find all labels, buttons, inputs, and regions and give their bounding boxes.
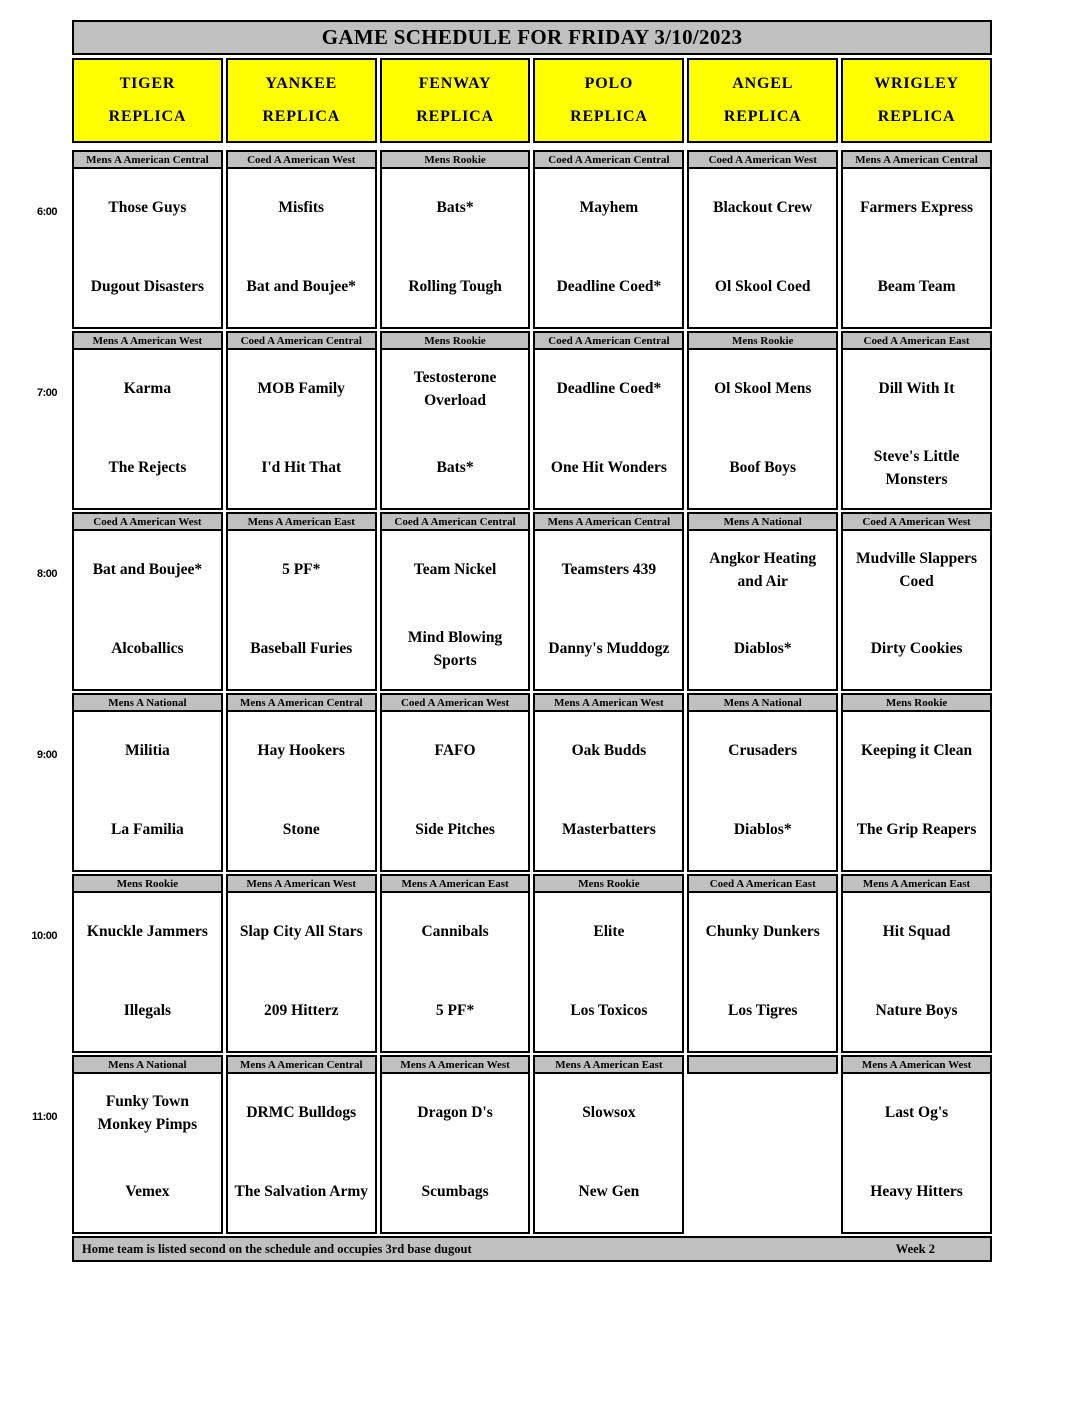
teams-area [226,712,377,872]
teams-area [687,350,838,510]
time-label: 9:00 [36,749,57,761]
home-team: Los Toxicos [570,1002,648,1020]
field-header-tiger [72,58,223,143]
footer-row [0,1236,992,1262]
away-team: Dill With It [878,380,955,398]
slot-row-800 [0,512,992,691]
home-team: Bat and Boujee* [246,278,356,296]
division-label: Mens A American East [226,512,377,531]
home-team: Heavy Hitters [870,1183,963,1201]
game-cell [841,512,992,691]
division-label [687,1055,838,1074]
division-label: Mens A American West [841,1055,992,1074]
game-cell [687,1055,838,1234]
game-cell [687,331,838,510]
time-label: 10:00 [31,930,57,942]
slot-row-900 [0,693,992,872]
home-team: 209 Hitterz [264,1002,339,1020]
time-label: 6:00 [36,206,57,218]
away-team: Misfits [278,199,325,217]
away-team: Slap City All Stars [239,923,363,941]
game-cell [533,874,684,1053]
division-label: Mens A American Central [226,693,377,712]
away-team: Cannibals [421,923,489,941]
teams-area [687,712,838,872]
title-left-margin [0,20,72,55]
away-team: Slowsox [582,1104,636,1122]
division-label: Coed A American Central [226,331,377,350]
game-cell [226,693,377,872]
teams-area [226,1074,377,1234]
game-cell [380,693,531,872]
schedule-body [0,150,992,1234]
away-team: Last Og's [884,1104,949,1122]
teams-area [533,350,684,510]
game-cell [533,1055,684,1234]
teams-area [380,531,531,691]
home-team: Side Pitches [415,821,495,839]
field-name: TIGER [119,75,176,92]
game-cell [72,150,223,329]
division-label: Coed A American West [226,150,377,169]
teams-area [380,1074,531,1234]
away-team: Mayhem [579,199,639,217]
away-team: DRMC Bulldogs [246,1104,357,1122]
game-cell [380,331,531,510]
field-headers [72,58,992,143]
field-subtitle: REPLICA [570,108,648,125]
game-cell [226,1055,377,1234]
field-header-row [0,58,992,143]
division-label: Mens A American Central [533,512,684,531]
division-label: Mens A American West [226,874,377,893]
division-label: Coed A American West [687,150,838,169]
teams-area [687,1074,838,1234]
game-cell [72,1055,223,1234]
away-team: Deadline Coed* [556,380,662,398]
home-team: Dugout Disasters [90,278,205,296]
away-team: Bat and Boujee* [92,561,203,579]
game-cell [226,512,377,691]
division-label: Mens A American Central [226,1055,377,1074]
home-team: 5 PF* [435,1002,475,1020]
away-team: Militia [125,742,170,760]
field-header-yankee [226,58,377,143]
away-team: Farmers Express [860,199,974,217]
home-team: Steve's Little Monsters [873,448,960,488]
home-team: Illegals [123,1002,172,1020]
time-label: 8:00 [36,568,57,580]
home-team: Stone [282,821,320,839]
game-cell [72,331,223,510]
home-team: Dirty Cookies [870,640,963,658]
away-team: Hay Hookers [257,742,345,760]
away-team: Elite [593,923,625,941]
division-label: Mens Rookie [380,150,531,169]
game-cell [380,1055,531,1234]
game-schedule-table [0,20,992,1262]
teams-area [380,169,531,329]
game-cell [533,693,684,872]
teams-area [533,1074,684,1234]
teams-area [226,350,377,510]
page-title: GAME SCHEDULE FOR FRIDAY 3/10/2023 [72,20,992,55]
home-team: Rolling Tough [408,278,502,296]
away-team: Blackout Crew [713,199,813,217]
division-label: Coed A American West [841,512,992,531]
division-label: Mens A American East [841,874,992,893]
game-cell [72,874,223,1053]
field-name: YANKEE [265,75,338,92]
away-team: Mudville Slappers Coed [856,550,978,590]
away-team: Oak Budds [571,742,647,760]
teams-area [72,169,223,329]
field-name: WRIGLEY [874,75,959,92]
division-label: Coed A American West [380,693,531,712]
division-label: Mens A American Central [72,150,223,169]
home-team: The Salvation Army [234,1183,368,1201]
division-label: Mens Rookie [841,693,992,712]
game-cell [533,331,684,510]
game-cell [841,693,992,872]
field-name: ANGEL [732,75,794,92]
teams-area [841,350,992,510]
game-cell [226,874,377,1053]
away-team: Testosterone Overload [413,369,497,409]
away-team: FAFO [434,742,476,760]
division-label: Coed A American Central [533,150,684,169]
division-label: Mens A American Central [841,150,992,169]
home-team: One Hit Wonders [550,459,667,477]
time-label: 7:00 [36,387,57,399]
teams-area [841,712,992,872]
slot-row-1000 [0,874,992,1053]
teams-area [226,169,377,329]
field-subtitle: REPLICA [416,108,494,125]
game-cell [841,331,992,510]
division-label: Coed A American West [72,512,223,531]
game-cell [687,150,838,329]
game-cell [841,874,992,1053]
away-team: Karma [123,380,172,398]
title-row [0,20,992,55]
away-team: Funky Town Monkey Pimps [97,1093,198,1133]
header-left-margin [0,58,72,143]
away-team: Teamsters 439 [561,561,657,579]
teams-area [687,531,838,691]
division-label: Mens Rookie [533,874,684,893]
field-subtitle: REPLICA [877,108,956,125]
division-label: Coed A American Central [533,331,684,350]
teams-area [226,893,377,1053]
division-label: Mens A National [687,512,838,531]
away-team: 5 PF* [282,561,321,579]
home-team: Vemex [125,1183,170,1201]
home-team: Los Tigres [728,1002,798,1020]
teams-area [841,169,992,329]
field-subtitle: REPLICA [723,108,802,125]
game-cell [687,874,838,1053]
home-team: Danny's Muddogz [548,640,670,658]
home-team: Nature Boys [875,1002,958,1020]
home-team: I'd Hit That [261,459,342,477]
teams-area [226,531,377,691]
game-cell [841,1055,992,1234]
away-team: Knuckle Jammers [86,923,208,941]
game-cell [72,693,223,872]
home-team: Mind Blowing Sports [407,629,503,669]
game-cell [687,512,838,691]
teams-area [72,1074,223,1234]
away-team: Crusaders [728,742,798,760]
teams-area [533,893,684,1053]
game-cell [533,150,684,329]
slot-row-700 [0,331,992,510]
game-cell [226,331,377,510]
home-team: Beam Team [877,278,956,296]
away-team: Bats* [436,199,474,217]
teams-area [687,169,838,329]
home-team: Alcoballics [111,640,184,658]
teams-area [72,350,223,510]
game-cell [72,512,223,691]
field-subtitle: REPLICA [262,108,341,125]
game-cell [687,693,838,872]
division-label: Coed A American East [687,874,838,893]
teams-area [533,712,684,872]
field-name: POLO [584,75,634,92]
away-team: Ol Skool Mens [714,380,812,398]
division-label: Mens Rookie [72,874,223,893]
away-team: Chunky Dunkers [705,923,820,941]
field-header-fenway [380,58,531,143]
game-cell [533,512,684,691]
game-cell [226,150,377,329]
field-subtitle: REPLICA [108,108,187,125]
home-team: Diablos* [733,640,792,658]
field-header-wrigley [841,58,992,143]
footer-bar [72,1236,992,1262]
teams-area [380,712,531,872]
division-label: Mens A National [72,1055,223,1074]
teams-area [841,531,992,691]
footer-week: Week 2 [895,1241,935,1256]
division-label: Mens A National [72,693,223,712]
home-team: Deadline Coed* [556,278,662,296]
field-header-polo [533,58,684,143]
teams-area [841,1074,992,1234]
division-label: Mens A National [687,693,838,712]
away-team: Dragon D's [417,1104,493,1122]
teams-area [687,893,838,1053]
division-label: Mens Rookie [380,331,531,350]
division-label: Mens A American East [380,874,531,893]
slot-row-600 [0,150,992,329]
division-label: Coed A American East [841,331,992,350]
field-header-angel [687,58,838,143]
division-label: Mens A American West [380,1055,531,1074]
away-team: Team Nickel [413,561,497,579]
division-label: Coed A American Central [380,512,531,531]
home-team: New Gen [578,1183,640,1201]
division-label: Mens A American West [72,331,223,350]
away-team: Angkor Heating and Air [709,550,817,590]
home-team: The Rejects [108,459,187,477]
teams-area [533,531,684,691]
home-team: Boof Boys [729,459,797,477]
home-team: The Grip Reapers [856,821,977,839]
division-label: Mens A American West [533,693,684,712]
away-team: Hit Squad [882,923,951,941]
footer-note: Home team is listed second on the schedule and occupies 3rd base dugout [82,1241,472,1256]
game-cell [380,512,531,691]
away-team [689,1074,836,1153]
division-label: Mens A American East [533,1055,684,1074]
field-name: FENWAY [418,75,492,92]
home-team [689,1153,836,1232]
home-team: La Familia [111,821,184,839]
teams-area [380,893,531,1053]
time-label: 11:00 [31,1111,57,1123]
footer-left-margin [0,1236,72,1262]
teams-area [72,893,223,1053]
home-team: Diablos* [733,821,792,839]
game-cell [380,874,531,1053]
division-label: Mens Rookie [687,331,838,350]
teams-area [72,712,223,872]
game-cell [841,150,992,329]
home-team: Ol Skool Coed [714,278,811,296]
home-team: Masterbatters [561,821,656,839]
away-team: Those Guys [108,199,187,217]
home-team: Baseball Furies [250,640,353,658]
away-team: Keeping it Clean [861,742,973,760]
home-team: Scumbags [421,1183,489,1201]
away-team: MOB Family [257,380,345,398]
teams-area [72,531,223,691]
game-cell [380,150,531,329]
teams-area [841,893,992,1053]
home-team: Bats* [436,459,474,477]
teams-area [380,350,531,510]
slot-row-1100 [0,1055,992,1234]
teams-area [533,169,684,329]
